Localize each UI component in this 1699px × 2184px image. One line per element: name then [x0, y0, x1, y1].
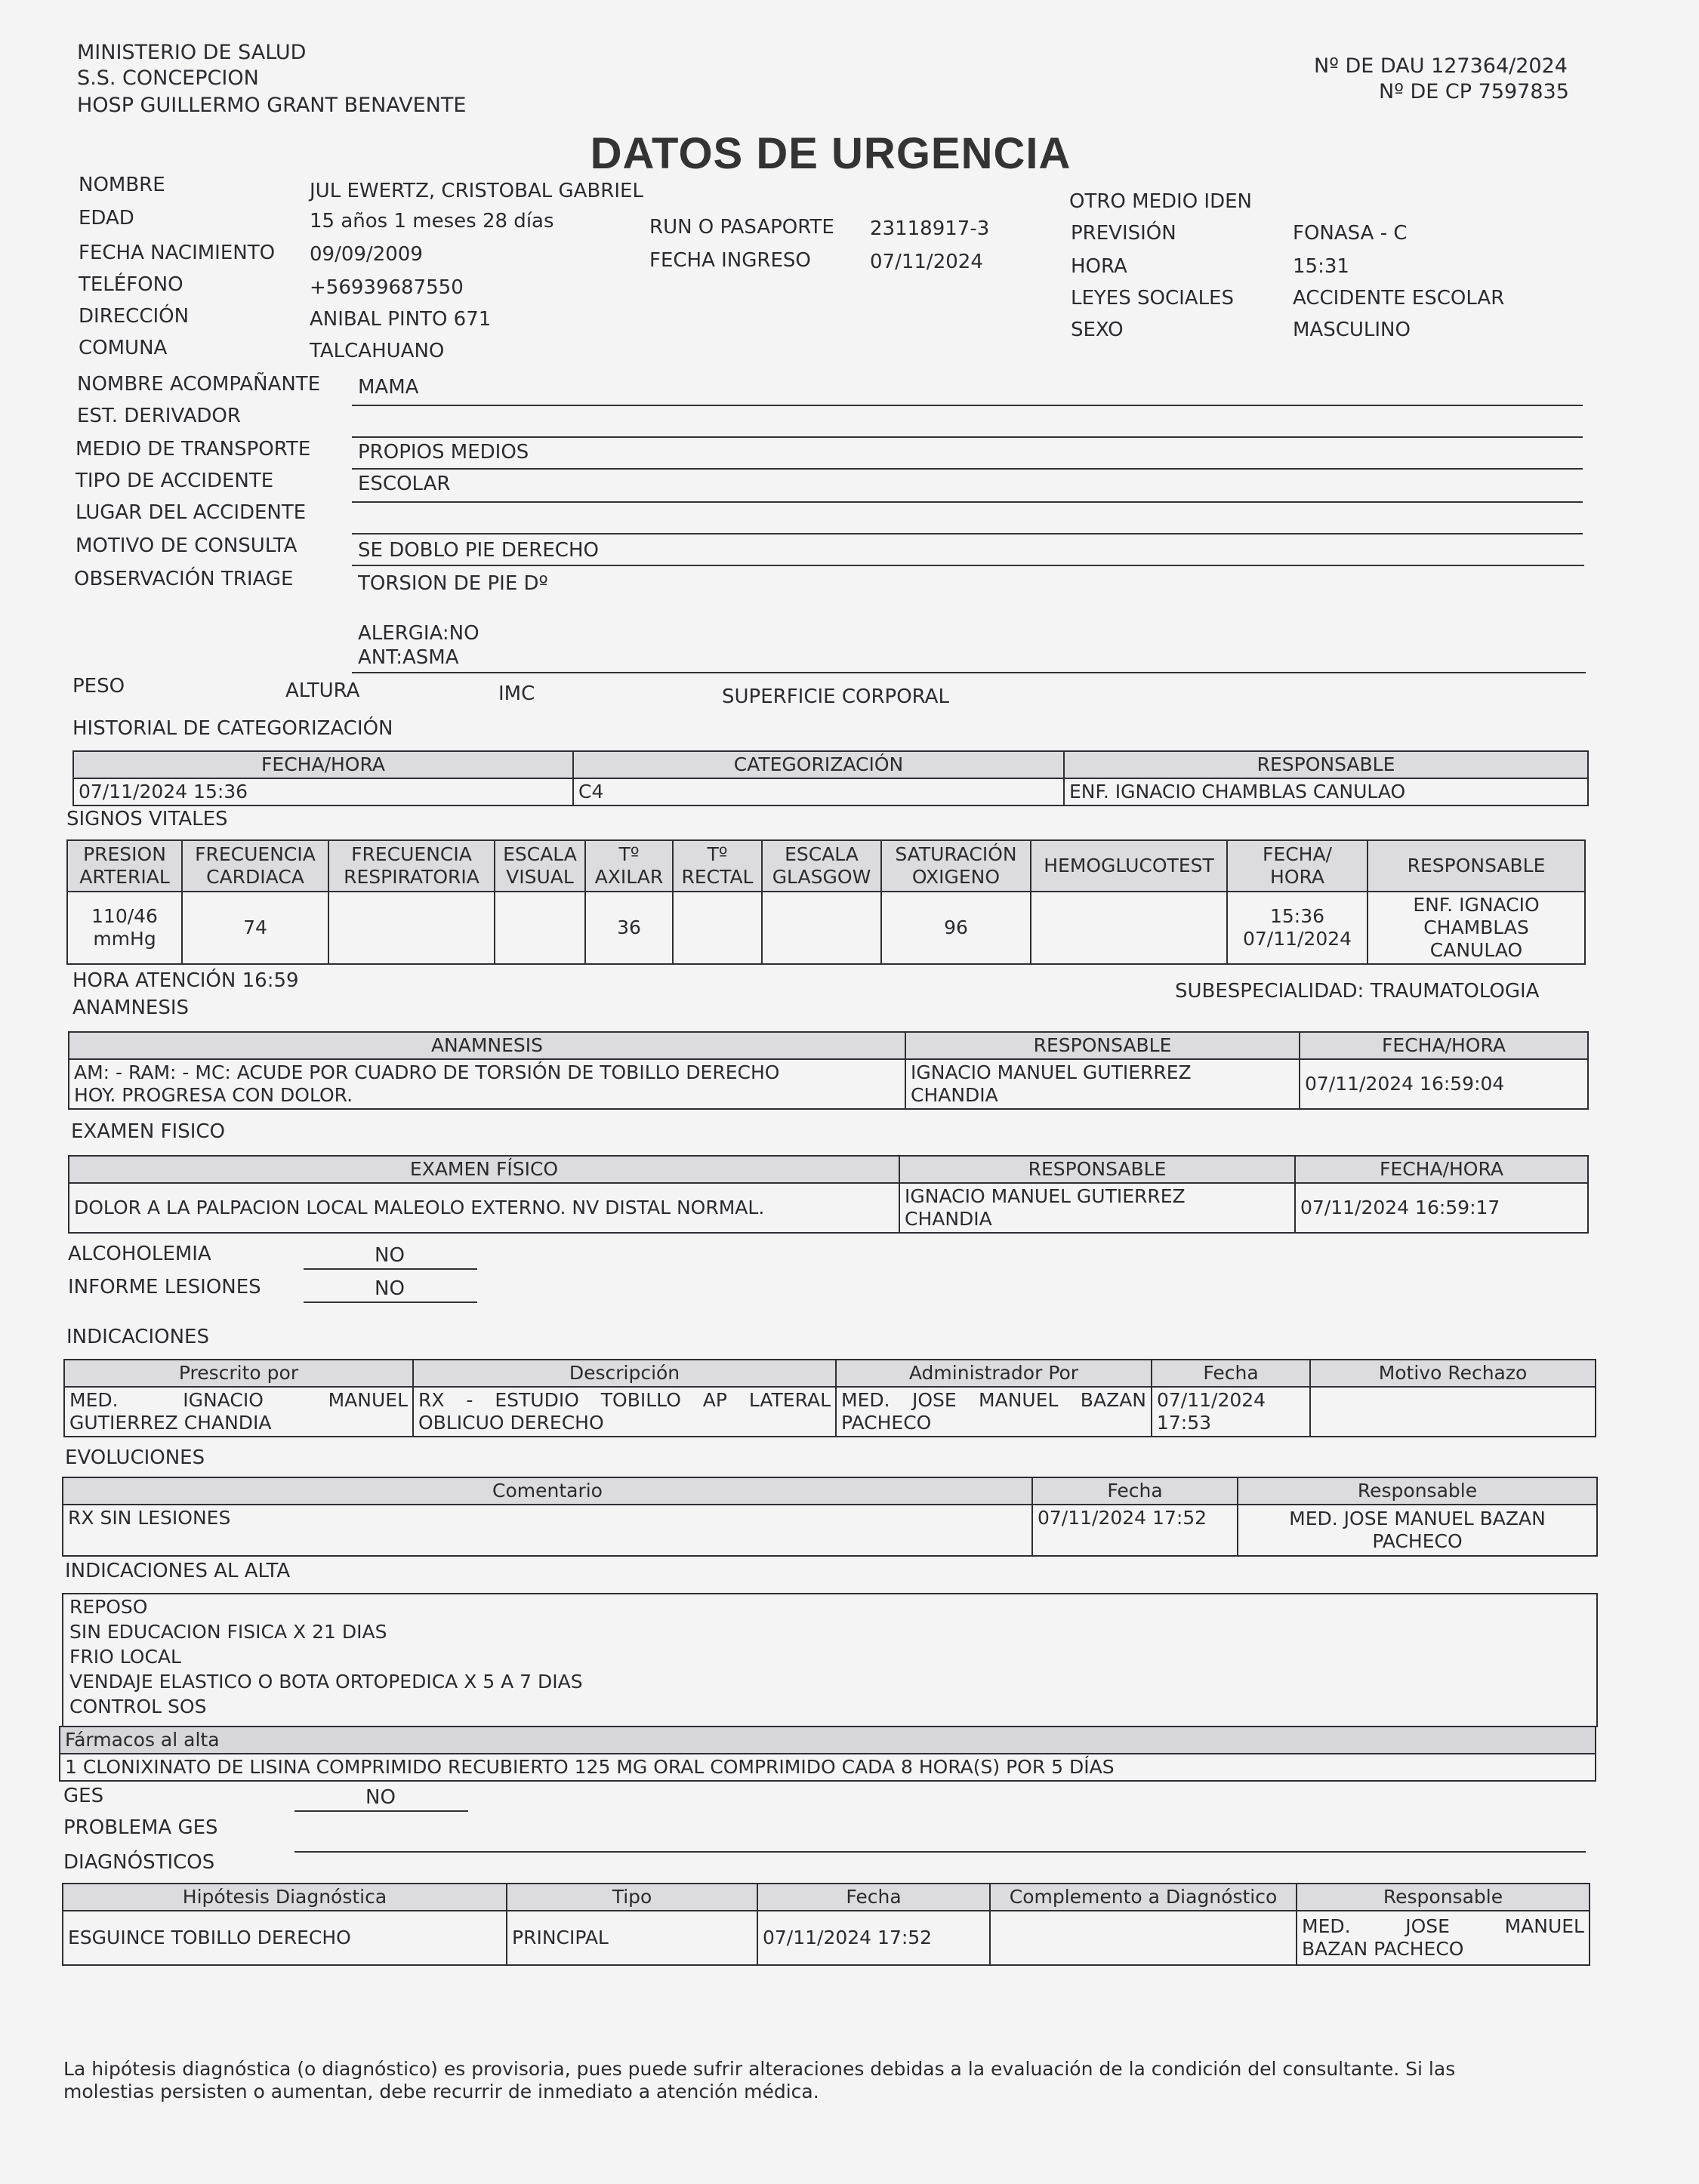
- col-eg: [762, 840, 881, 892]
- problema-ges-label: PROBLEMA GES: [63, 1816, 218, 1839]
- table-row: [67, 892, 1585, 964]
- lesiones-underline: [304, 1301, 477, 1303]
- diag-tipo: PRINCIPAL: [507, 1911, 757, 1965]
- fr-value: [328, 892, 495, 964]
- diag-resp-1: MED. JOSE MANUEL: [1302, 1915, 1584, 1937]
- alcoholemia-value: NO: [375, 1244, 405, 1267]
- col-complemento: Complemento a Diagnóstico: [990, 1884, 1297, 1911]
- table-header-row: [60, 1727, 1596, 1754]
- admin-line-1: MED. JOSE MANUEL BAZAN: [841, 1389, 1146, 1411]
- superficie-label: SUPERFICIE CORPORAL: [722, 685, 949, 708]
- lesiones-label: INFORME LESIONES: [68, 1276, 261, 1298]
- alta-lines: [69, 1594, 583, 1719]
- h-fr-1: FRECUENCIA: [351, 843, 472, 865]
- hgt-value: [1031, 892, 1227, 964]
- categorizacion-table: [72, 750, 1589, 806]
- fh-value-1: 15:36: [1269, 905, 1325, 927]
- indicaciones-section-label: INDICACIONES: [66, 1326, 209, 1348]
- tipo-accidente-underline: [352, 501, 1583, 503]
- imc-label: IMC: [498, 682, 535, 705]
- hora-label: HORA: [1071, 255, 1127, 278]
- anamnesis-text-2: HOY. PROGRESA CON DOLOR.: [74, 1084, 353, 1106]
- lesiones-value: NO: [375, 1277, 405, 1300]
- signos-section-label: SIGNOS VITALES: [66, 808, 228, 830]
- nombre-value: JUL EWERTZ, CRISTOBAL GABRIEL: [310, 180, 643, 202]
- col-fecha: Fecha: [1152, 1360, 1310, 1387]
- col-responsable: RESPONSABLE: [1064, 751, 1588, 778]
- col-comentario: Comentario: [63, 1477, 1032, 1505]
- alcoholemia-underline: [304, 1268, 477, 1270]
- leyes-label: LEYES SOCIALES: [1071, 287, 1234, 310]
- examen-responsable: [899, 1183, 1295, 1233]
- motivo-label: MOTIVO DE CONSULTA: [76, 534, 298, 557]
- nombre-label: NOMBRE: [79, 174, 165, 196]
- examen-fisico-table: [68, 1155, 1589, 1234]
- col-responsable: Responsable: [1238, 1477, 1597, 1505]
- col-fecha-hora: FECHA/HORA: [73, 751, 573, 778]
- prevision-value: FONASA - C: [1293, 222, 1408, 245]
- col-responsable: RESPONSABLE: [905, 1032, 1300, 1059]
- indicacion-rechazo: [1310, 1387, 1596, 1437]
- fecha-nac-label: FECHA NACIMIENTO: [79, 242, 276, 264]
- col-tipo: Tipo: [507, 1884, 757, 1911]
- fh-value: [1227, 892, 1368, 964]
- motivo-underline: [352, 565, 1584, 566]
- col-examen: EXAMEN FÍSICO: [69, 1156, 899, 1183]
- h-fh-2: HORA: [1270, 866, 1324, 888]
- presc-line-1: MED. IGNACIO MANUEL: [69, 1389, 408, 1411]
- cat-responsable: ENF. IGNACIO CHAMBLAS CANULAO: [1064, 778, 1588, 806]
- evoluciones-section-label: EVOLUCIONES: [65, 1446, 205, 1469]
- farmacos-label: Fármacos al alta: [60, 1727, 1596, 1754]
- desc-line-1: RX - ESTUDIO TOBILLO AP LATERAL: [418, 1389, 831, 1411]
- h-fh-1: FECHA/: [1263, 843, 1332, 865]
- diag-complemento: [990, 1911, 1297, 1965]
- tipo-accidente-value: ESCOLAR: [358, 473, 451, 495]
- col-anamnesis: ANAMNESIS: [69, 1032, 905, 1059]
- farmaco-item: 1 CLONIXINATO DE LISINA COMPRIMIDO RECUBIERTO 125 MG ORAL COMPRIMIDO CADA 8 HORA(S) POR 5 DÍAS: [60, 1754, 1596, 1781]
- diagnosticos-section-label: DIAGNÓSTICOS: [63, 1851, 215, 1874]
- sat-value: 96: [881, 892, 1031, 964]
- hora-atencion: HORA ATENCIÓN 16:59: [72, 969, 299, 992]
- col-tax: [585, 840, 673, 892]
- diag-responsable: [1297, 1911, 1590, 1965]
- transporte-value: PROPIOS MEDIOS: [358, 441, 529, 464]
- resp-value-1: ENF. IGNACIO: [1413, 894, 1540, 916]
- alta-line: CONTROL SOS: [69, 1696, 207, 1717]
- subespecialidad: SUBESPECIALIDAD: TRAUMATOLOGIA: [1175, 980, 1540, 1003]
- col-fc: [182, 840, 328, 892]
- diagnosticos-table: [62, 1883, 1590, 1966]
- anamnesis-text: [69, 1059, 905, 1109]
- h-eg-2: GLASGOW: [772, 866, 871, 888]
- table-header-row: [63, 1884, 1590, 1911]
- evolucion-fecha: 07/11/2024 17:52: [1032, 1505, 1238, 1556]
- h-tax-2: AXILAR: [594, 866, 664, 888]
- ges-underline: [294, 1810, 468, 1812]
- h-presion-1: PRESION: [83, 843, 166, 865]
- cat-fecha: 07/11/2024 15:36: [73, 778, 573, 806]
- presion-value-1: 110/46: [91, 905, 158, 927]
- run-value: 23118917-3: [870, 217, 990, 240]
- alcoholemia-label: ALCOHOLEMIA: [68, 1243, 211, 1265]
- table-row: [69, 1183, 1588, 1233]
- table-header-row: [63, 1477, 1597, 1505]
- footer-disclaimer-2: molestias persisten o aumentan, debe recurrir de inmediato a atención médica.: [63, 2081, 819, 2102]
- derivador-underline: [352, 436, 1583, 438]
- col-fr: [328, 840, 495, 892]
- evol-resp-2: PACHECO: [1372, 1530, 1463, 1552]
- table-row: [63, 1911, 1590, 1965]
- altura-label: ALTURA: [285, 679, 360, 702]
- admin-line-2: PACHECO: [841, 1412, 932, 1434]
- anamnesis-text-1: AM: - RAM: - MC: ACUDE POR CUADRO DE TORSIÓN DE TOBILLO DERECHO: [74, 1061, 780, 1083]
- col-tre: [673, 840, 762, 892]
- indicaciones-table: [63, 1359, 1596, 1437]
- col-ev: [495, 840, 585, 892]
- fecha-ingreso-value: 07/11/2024: [870, 251, 983, 273]
- anamnesis-responsable: [905, 1059, 1300, 1109]
- ev-value: [495, 892, 585, 964]
- indicacion-prescrito: [64, 1387, 413, 1437]
- h-tax-1: Tº: [618, 843, 640, 865]
- ministry-label: MINISTERIO DE SALUD: [77, 41, 307, 64]
- anamnesis-resp-2: CHANDIA: [911, 1084, 998, 1106]
- direccion-value: ANIBAL PINTO 671: [310, 308, 492, 331]
- h-ev-1: ESCALA: [503, 843, 577, 865]
- col-responsable: RESPONSABLE: [899, 1156, 1295, 1183]
- h-ev-2: VISUAL: [506, 866, 574, 888]
- presion-value: [67, 892, 182, 964]
- examen-fecha: 07/11/2024 16:59:17: [1295, 1183, 1588, 1233]
- alta-line: REPOSO: [69, 1596, 148, 1618]
- alta-section-label: INDICACIONES AL ALTA: [65, 1560, 291, 1582]
- col-presion: [67, 840, 182, 892]
- ges-value: NO: [365, 1786, 396, 1809]
- fecha-nac-value: 09/09/2009: [310, 243, 423, 266]
- h-tre-2: RECTAL: [681, 866, 754, 888]
- sexo-value: MASCULINO: [1293, 319, 1411, 341]
- h-sat-1: SATURACIÓN: [895, 843, 1017, 865]
- triage-label: OBSERVACIÓN TRIAGE: [74, 568, 294, 590]
- desc-line-2: OBLICUO DERECHO: [418, 1412, 604, 1434]
- h-sat-2: OXIGENO: [911, 866, 1001, 888]
- cat-categoria: C4: [573, 778, 1064, 806]
- evol-resp-1: MED. JOSE MANUEL BAZAN: [1289, 1508, 1546, 1529]
- cp-number: Nº DE CP 7597835: [1379, 80, 1569, 103]
- triage-value-1: TORSION DE PIE Dº: [358, 572, 548, 595]
- comuna-value: TALCAHUANO: [310, 340, 445, 362]
- ind-fecha-1: 07/11/2024: [1157, 1389, 1266, 1411]
- col-responsable: Responsable: [1297, 1884, 1590, 1911]
- col-hipotesis: Hipótesis Diagnóstica: [63, 1884, 507, 1911]
- h-eg-1: ESCALA: [785, 843, 859, 865]
- acompanante-value: MAMA: [358, 376, 419, 399]
- service-label: S.S. CONCEPCION: [77, 66, 259, 90]
- h-presion-2: ARTERIAL: [79, 866, 170, 888]
- alta-box: [62, 1593, 1598, 1727]
- table-row: [64, 1387, 1596, 1437]
- direccion-label: DIRECCIÓN: [79, 305, 190, 328]
- sexo-label: SEXO: [1071, 319, 1124, 341]
- triage-underline: [352, 672, 1586, 673]
- signos-vitales-table: [66, 839, 1586, 965]
- col-motivo-rechazo: Motivo Rechazo: [1310, 1360, 1596, 1387]
- table-row: [63, 1505, 1597, 1556]
- edad-label: EDAD: [79, 207, 134, 229]
- fecha-ingreso-label: FECHA INGRESO: [649, 249, 811, 272]
- col-fecha: Fecha: [1032, 1477, 1238, 1505]
- col-categorizacion: CATEGORIZACIÓN: [573, 751, 1064, 778]
- col-fecha-hora: FECHA/HORA: [1300, 1032, 1588, 1059]
- anamnesis-fecha: 07/11/2024 16:59:04: [1300, 1059, 1588, 1109]
- anamnesis-section-label: ANAMNESIS: [72, 997, 190, 1019]
- table-row: [69, 1059, 1588, 1109]
- ind-fecha-2: 17:53: [1157, 1412, 1212, 1434]
- tipo-accidente-label: TIPO DE ACCIDENTE: [76, 470, 274, 492]
- h-fr-2: RESPIRATORIA: [344, 866, 479, 888]
- resp-value-3: CANULAO: [1429, 939, 1523, 961]
- h-fc-2: CARDIACA: [206, 866, 304, 888]
- table-header-row: [69, 1032, 1588, 1059]
- ges-label: GES: [63, 1785, 104, 1807]
- table-header-row: [69, 1156, 1588, 1183]
- table-header-row: [64, 1360, 1596, 1387]
- evolucion-comentario: RX SIN LESIONES: [63, 1505, 1032, 1556]
- presc-line-2: GUTIERREZ CHANDIA: [69, 1412, 272, 1434]
- telefono-label: TELÉFONO: [79, 273, 183, 296]
- evolucion-responsable: [1238, 1505, 1597, 1556]
- hora-value: 15:31: [1293, 255, 1349, 278]
- derivador-label: EST. DERIVADOR: [77, 405, 241, 427]
- examen-text: DOLOR A LA PALPACION LOCAL MALEOLO EXTERNO. NV DISTAL NORMAL.: [69, 1183, 899, 1233]
- problema-ges-underline: [294, 1851, 1586, 1853]
- fh-value-2: 07/11/2024: [1242, 928, 1352, 950]
- tax-value: 36: [585, 892, 673, 964]
- run-label: RUN O PASAPORTE: [649, 216, 834, 239]
- prevision-label: PREVISIÓN: [1071, 222, 1176, 245]
- alta-line: VENDAJE ELASTICO O BOTA ORTOPEDICA X 5 A 7 DIAS: [69, 1671, 583, 1693]
- footer-disclaimer-1: La hipótesis diagnóstica (o diagnóstico) es provisoria, pues puede sufrir alteraciones debidas a la evaluación de la condición del consultante. Si las: [63, 2058, 1456, 2080]
- col-fecha: Fecha: [757, 1884, 990, 1911]
- acompanante-underline: [352, 405, 1583, 406]
- anamnesis-resp-1: IGNACIO MANUEL GUTIERREZ: [911, 1061, 1192, 1083]
- table-header-row: [67, 840, 1585, 892]
- table-row: [60, 1754, 1596, 1781]
- diag-hipotesis: ESGUINCE TOBILLO DERECHO: [63, 1911, 507, 1965]
- examen-resp-1: IGNACIO MANUEL GUTIERREZ: [905, 1185, 1186, 1207]
- edad-value: 15 años 1 meses 28 días: [310, 210, 554, 233]
- telefono-value: +56939687550: [310, 276, 464, 299]
- page-title: DATOS DE URGENCIA: [590, 129, 1072, 178]
- diag-resp-2: BAZAN PACHECO: [1302, 1938, 1464, 1960]
- lugar-underline: [352, 533, 1583, 534]
- hospital-label: HOSP GUILLERMO GRANT BENAVENTE: [77, 94, 467, 117]
- dau-number: Nº DE DAU 127364/2024: [1314, 54, 1568, 78]
- examen-resp-2: CHANDIA: [905, 1208, 992, 1230]
- leyes-value: ACCIDENTE ESCOLAR: [1293, 287, 1505, 310]
- indicacion-administrador: [836, 1387, 1152, 1437]
- indicacion-fecha: [1152, 1387, 1310, 1437]
- motivo-value: SE DOBLO PIE DERECHO: [358, 539, 599, 562]
- diag-fecha: 07/11/2024 17:52: [757, 1911, 990, 1965]
- transporte-label: MEDIO DE TRANSPORTE: [76, 438, 311, 461]
- alta-line: SIN EDUCACION FISICA X 21 DIAS: [69, 1621, 387, 1643]
- col-resp: RESPONSABLE: [1368, 840, 1585, 892]
- col-prescrito: Prescrito por: [64, 1360, 413, 1387]
- anamnesis-table: [68, 1031, 1589, 1110]
- h-tre-1: Tº: [707, 843, 728, 865]
- h-fc-1: FRECUENCIA: [195, 843, 316, 865]
- evoluciones-table: [62, 1477, 1598, 1557]
- fc-value: 74: [182, 892, 328, 964]
- col-administrador: Administrador Por: [836, 1360, 1152, 1387]
- col-hgt: HEMOGLUCOTEST: [1031, 840, 1227, 892]
- categorizacion-section-label: HISTORIAL DE CATEGORIZACIÓN: [72, 717, 393, 740]
- triage-value-2: ALERGIA:NO: [358, 622, 479, 645]
- farmacos-table: [59, 1726, 1596, 1782]
- lugar-label: LUGAR DEL ACCIDENTE: [76, 501, 307, 524]
- col-descripcion: Descripción: [413, 1360, 836, 1387]
- otro-medio-label: OTRO MEDIO IDEN: [1069, 190, 1252, 213]
- acompanante-label: NOMBRE ACOMPAÑANTE: [77, 373, 321, 396]
- table-header-row: [73, 751, 1588, 778]
- examen-section-label: EXAMEN FISICO: [71, 1120, 226, 1143]
- peso-label: PESO: [72, 675, 125, 698]
- col-sat: [881, 840, 1031, 892]
- tre-value: [673, 892, 762, 964]
- triage-value-3: ANT:ASMA: [358, 646, 459, 669]
- eg-value: [762, 892, 881, 964]
- resp-value-2: CHAMBLAS: [1423, 916, 1529, 938]
- resp-value: [1368, 892, 1585, 964]
- col-fh: [1227, 840, 1368, 892]
- presion-value-2: mmHg: [93, 928, 156, 950]
- alta-line: FRIO LOCAL: [69, 1646, 181, 1668]
- table-row: [73, 778, 1588, 806]
- indicacion-descripcion: [413, 1387, 836, 1437]
- comuna-label: COMUNA: [79, 337, 168, 359]
- col-fecha-hora: FECHA/HORA: [1295, 1156, 1588, 1183]
- transporte-underline: [352, 468, 1583, 470]
